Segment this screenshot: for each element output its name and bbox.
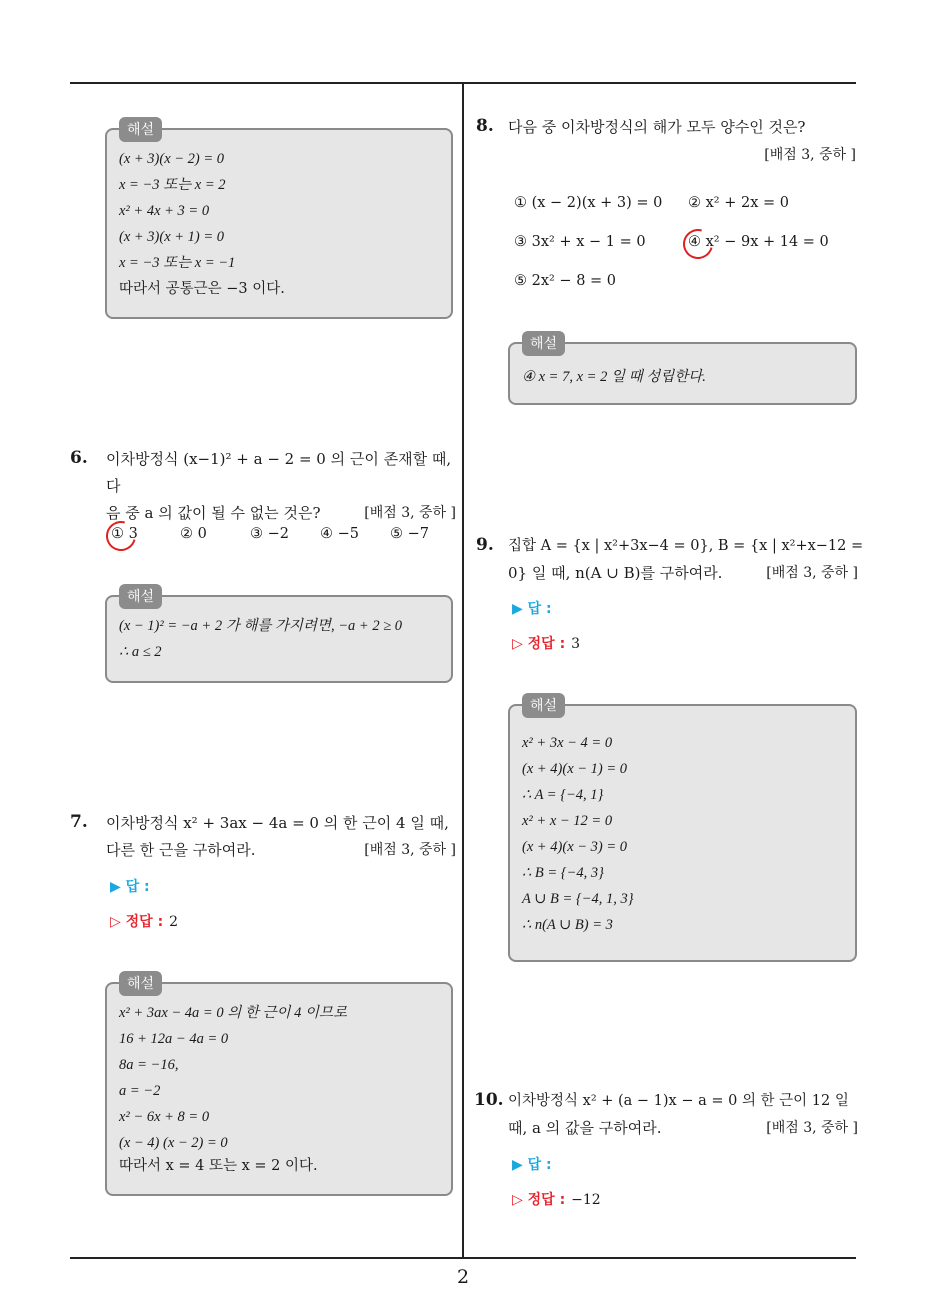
solution-line: 8a = −16,: [119, 1057, 179, 1073]
q8-solution-box: [508, 336, 857, 405]
q8-choice-2[interactable]: ② x² + 2x = 0: [688, 195, 789, 211]
q8-choice-3[interactable]: ③ 3x² + x − 1 = 0: [514, 234, 646, 250]
solution-line: a = −2: [119, 1083, 161, 1099]
solution-tag: 해설: [119, 971, 162, 996]
q10-question: [508, 1088, 858, 1142]
solution-tag: 해설: [522, 693, 565, 718]
q8-choice-5[interactable]: ⑤ 2x² − 8 = 0: [514, 273, 617, 289]
q7-answer-label: ▶ 답 :: [110, 879, 150, 895]
q9-line1: 집합 A = {x | x²+3x−4 = 0}, B = {x | x²+x−12 =: [508, 538, 864, 554]
q7-solution-box: [105, 976, 453, 1196]
q8-line1: 다음 중 이차방정식의 해가 모두 양수인 것은?: [508, 118, 806, 136]
solution-line: (x + 4)(x − 1) = 0: [522, 761, 628, 777]
q6-choice-5[interactable]: ⑤ −7: [390, 526, 429, 542]
q8-score: [배점 3, 중하 ]: [764, 147, 856, 163]
page-number: 2: [456, 1266, 470, 1288]
q6-solution-box: [105, 589, 453, 683]
q8-question: [508, 114, 856, 169]
q7-line1: 이차방정식 x² + 3ax − 4a = 0 의 한 근이 4 일 때,: [106, 814, 449, 832]
solution-line: 16 + 12a − 4a = 0: [119, 1031, 229, 1047]
q9-number: 9.: [476, 535, 494, 555]
q6-score: [배점 3, 중하 ]: [364, 505, 456, 521]
solution-tag: 해설: [119, 117, 162, 142]
q8-number: 8.: [476, 116, 494, 136]
q10-line1: 이차방정식 x² + (a − 1)x − a = 0 의 한 근이 12 일: [508, 1093, 849, 1109]
solution-line: x² + 3ax − 4a = 0 의 한 근이 4 이므로: [119, 1005, 347, 1021]
q6-choice-2[interactable]: ② 0: [180, 526, 207, 542]
solution-tag: 해설: [119, 584, 162, 609]
solution-line: x = −3 또는 x = 2: [119, 177, 226, 193]
q7-correct-label: ▷ 정답 :: [110, 914, 164, 930]
solution-line: A ∪ B = {−4, 1, 3}: [522, 891, 634, 907]
q10-correct-value: −12: [571, 1192, 601, 1208]
solution-line: 따라서 x = 4 또는 x = 2 이다.: [119, 1158, 318, 1174]
solution-line: 따라서 공통근은 −3 이다.: [119, 281, 285, 297]
q9-line2: 0} 일 때, n(A ∪ B)를 구하여라.: [508, 564, 723, 582]
q9-correct-label: ▷ 정답 :: [512, 636, 566, 652]
q10-line2: 때, a 의 값을 구하여라.: [508, 1119, 662, 1137]
solution-line: ∴ A = {−4, 1}: [522, 787, 604, 803]
q7-line2: 다른 한 근을 구하여라.: [106, 841, 256, 859]
solution-line: x² − 6x + 8 = 0: [119, 1109, 210, 1125]
q8-choice-1[interactable]: ① (x − 2)(x + 3) = 0: [514, 195, 663, 211]
q9-correct-value: 3: [571, 636, 581, 652]
solution-line: (x − 1)² = −a + 2 가 해를 가지려면, −a + 2 ≥ 0: [119, 618, 403, 634]
q8-choice-4[interactable]: ④ x² − 9x + 14 = 0: [688, 234, 829, 250]
q5-solution-box: [105, 122, 453, 319]
solution-line: (x + 3)(x − 2) = 0: [119, 151, 225, 167]
solution-line: ④ x = 7, x = 2 일 때 성립한다.: [522, 369, 706, 385]
solution-line: ∴ B = {−4, 3}: [522, 865, 604, 881]
q6-line2: 음 중 a 의 값이 될 수 없는 것은?: [106, 504, 321, 522]
solution-line: (x + 4)(x − 3) = 0: [522, 839, 628, 855]
q9-correct-row: [512, 633, 580, 653]
q7-correct-value: 2: [169, 914, 179, 930]
solution-line: (x − 4) (x − 2) = 0: [119, 1135, 228, 1151]
solution-line: x² + 4x + 3 = 0: [119, 203, 210, 219]
q6-choice-4[interactable]: ④ −5: [320, 526, 359, 542]
q9-score: [배점 3, 중하 ]: [766, 565, 858, 581]
q6-choice-3[interactable]: ③ −2: [250, 526, 289, 542]
solution-line: x = −3 또는 x = −1: [119, 255, 236, 271]
q10-correct-row: [512, 1189, 601, 1209]
solution-tag: 해설: [522, 331, 565, 356]
column-divider: [462, 83, 464, 1259]
q6-question: [106, 446, 456, 527]
q7-correct-row: [110, 911, 178, 931]
q10-score: [배점 3, 중하 ]: [766, 1120, 858, 1136]
q7-score: [배점 3, 중하 ]: [364, 842, 456, 858]
q10-correct-label: ▷ 정답 :: [512, 1192, 566, 1208]
q9-solution-box: [508, 698, 857, 962]
solution-line: x² + x − 12 = 0: [522, 813, 613, 829]
q7-number: 7.: [70, 812, 88, 832]
q6-line1: 이차방정식 (x−1)² + a − 2 = 0 의 근이 존재할 때, 다: [106, 450, 452, 495]
solution-line: ∴ a ≤ 2: [119, 644, 162, 660]
q10-answer-label: ▶ 답 :: [512, 1157, 552, 1173]
solution-line: ∴ n(A ∪ B) = 3: [522, 917, 613, 933]
solution-line: (x + 3)(x + 1) = 0: [119, 229, 225, 245]
q10-number: 10.: [474, 1090, 504, 1110]
solution-line: x² + 3x − 4 = 0: [522, 735, 613, 751]
q9-answer-label: ▶ 답 :: [512, 601, 552, 617]
q6-choice-1[interactable]: ① 3: [111, 526, 138, 542]
q9-question: [508, 533, 864, 587]
q6-number: 6.: [70, 448, 88, 468]
q7-question: [106, 810, 456, 864]
